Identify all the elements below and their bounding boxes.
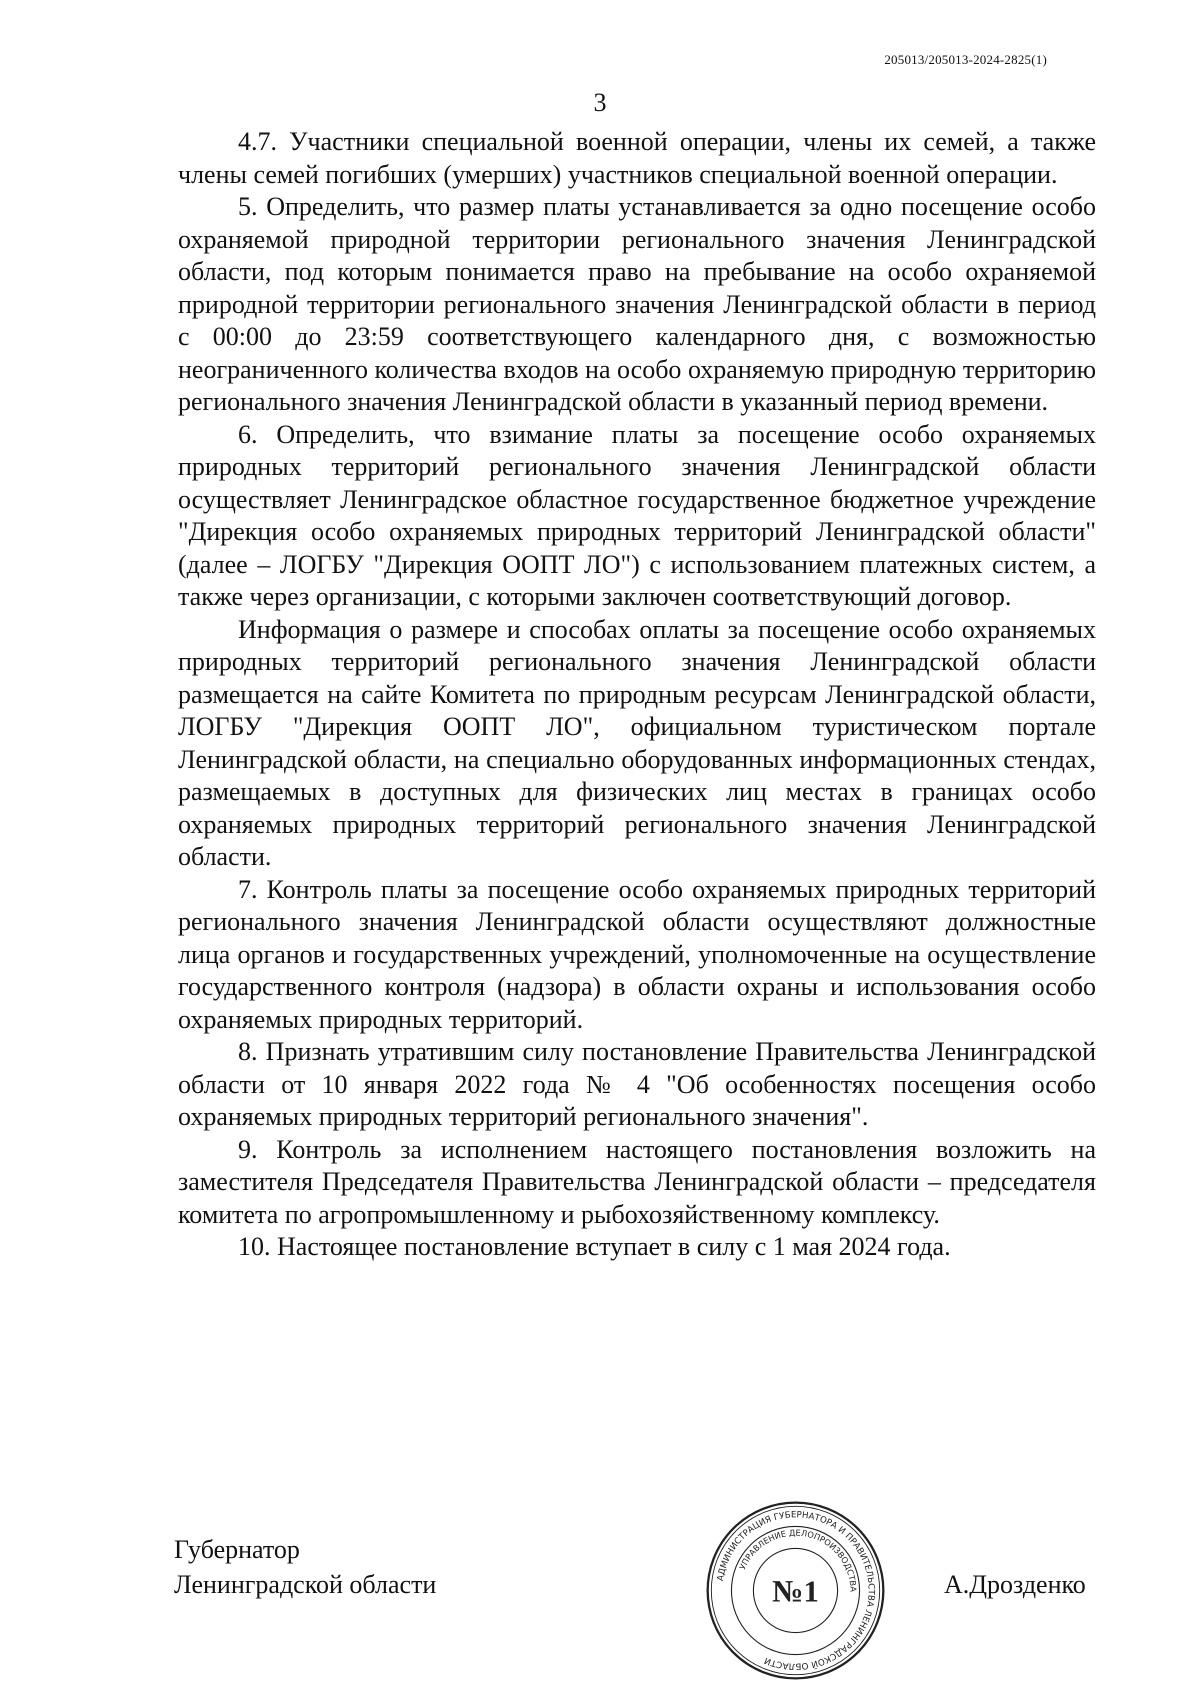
paragraph-6: 6. Определить, что взимание платы за посещение особо охраняемых природных территорий регионального значения Ленинградской области осуществляет Ленинградское областное государственное бюджетное учреждение "Дирекция особо охраняемых природных территорий Ленинградской области" (далее – ЛОГБУ "Дирекция ООПТ ЛО") с использованием платежных систем, а также через организации, с которыми заключен соответствующий договор.	[178, 419, 1096, 611]
paragraph-6-info: Информация о размере и способах оплаты за посещение особо охраняемых природных территорий регионального значения Ленинградской области размещается на сайте Комитета по природным ресурсам Ленинградской области, ЛОГБУ "Дирекция ООПТ ЛО", официальном туристическом портале Ленинградской области, на специально оборудованных информационных стендах, размещаемых в доступных для физических лиц местах в границах особо охраняемых природных территорий регионального значения Ленинградской области.	[178, 614, 1096, 871]
signatory-name: А.Дрозденко	[944, 1570, 1086, 1599]
seal-outer-text: АДМИНИСТРАЦИЯ ГУБЕРНАТОРА И ПРАВИТЕЛЬСТВА ЛЕНИНГРАДСКОЙ ОБЛАСТИ	[715, 1510, 876, 1671]
paragraph-4-7: 4.7. Участники специальной военной операции, члены их семей, а также члены семей погибших (умерших) участников специальной военной операции.	[178, 127, 1096, 189]
document-registration-number: 205013/205013-2024-2825(1)	[884, 52, 1047, 67]
signatory-title-line1: Губернатор	[174, 1535, 300, 1564]
seal-inner-text: УПРАВЛЕНИЕ ДЕЛОПРОИЗВОДСТВА	[737, 1527, 859, 1593]
signatory-title	[174, 1532, 436, 1602]
paragraph-8: 8. Признать утратившим силу постановление Правительства Ленинградской области от 10 января 2022 года № 4 "Об особенностях посещения особо охраняемых природных территорий регионального значения".	[178, 1037, 1096, 1131]
official-seal-stamp	[704, 1499, 887, 1682]
paragraph-10: 10. Настоящее постановление вступает в силу с 1 мая 2024 года.	[238, 1232, 951, 1261]
signatory-title-line2: Ленинградской области	[174, 1570, 437, 1599]
paragraph-7: 7. Контроль платы за посещение особо охраняемых природных территорий регионального значения Ленинградской области осуществляют должностные лица органов и государственных учреждений, уполномоченные на осуществление государственного контроля (надзора) в области охраны и использования особо охраняемых природных территорий.	[178, 874, 1096, 1034]
paragraph-5: 5. Определить, что размер платы устанавливается за одно посещение особо охраняемой природной территории регионального значения Ленинградской области, под которым понимается право на пребывание на особо охраняемой природной территории регионального значения Ленинградской области в период с 00:00 до 23:59 соответствующего календарного дня, с возможностью неограниченного количества входов на особо охраняемую природную территорию регионального значения Ленинградской области в указанный период времени.	[178, 192, 1096, 416]
paragraph-9: 9. Контроль за исполнением настоящего постановления возложить на заместителя Председателя Правительства Ленинградской области – председателя комитета по агропромышленному и рыбохозяйственному комплексу.	[178, 1134, 1096, 1229]
document-body	[178, 126, 1096, 1264]
seal-center-number: №1	[772, 1573, 819, 1609]
page-number: 3	[593, 88, 607, 117]
